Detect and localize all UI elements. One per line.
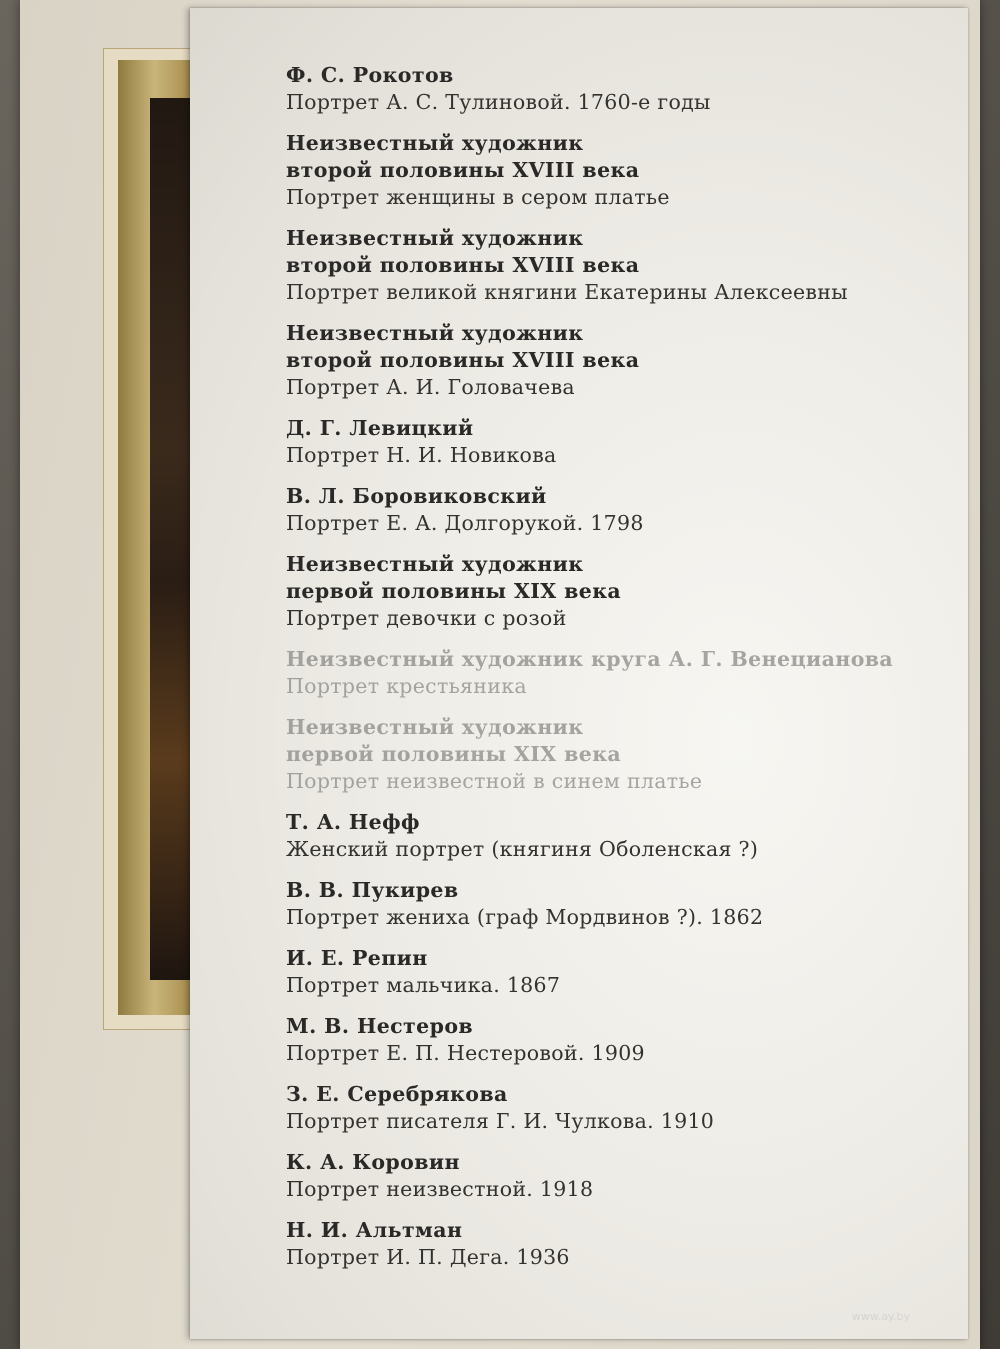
artist-name: Неизвестный художник xyxy=(286,321,584,345)
list-item xyxy=(286,1149,946,1203)
artwork-title: Портрет женщины в сером платье xyxy=(286,185,670,209)
list-item xyxy=(286,1217,946,1271)
list-item xyxy=(286,1081,946,1135)
artist-name: Д. Г. Левицкий xyxy=(286,416,474,440)
artwork-title: Портрет Н. И. Новикова xyxy=(286,443,557,467)
artwork-list xyxy=(286,62,946,1285)
artist-name: Неизвестный художник xyxy=(286,715,584,739)
list-item xyxy=(286,130,946,211)
artist-name: Н. И. Альтман xyxy=(286,1218,463,1242)
contents-card xyxy=(190,8,968,1339)
artwork-title: Портрет А. С. Тулиновой. 1760-е годы xyxy=(286,90,711,114)
artist-name: В. В. Пукирев xyxy=(286,878,459,902)
artwork-title: Портрет великой княгини Екатерины Алексеевны xyxy=(286,280,848,304)
artwork-title: Портрет А. И. Головачева xyxy=(286,375,575,399)
watermark: www.ay.by xyxy=(851,1310,910,1323)
list-item xyxy=(286,809,946,863)
list-item xyxy=(286,945,946,999)
artist-name: К. А. Коровин xyxy=(286,1150,460,1174)
artwork-title: Портрет неизвестной. 1918 xyxy=(286,1177,594,1201)
artist-name: второй половины XVIII века xyxy=(286,158,640,182)
artist-name: первой половины XIX века xyxy=(286,742,622,766)
artist-name: Неизвестный художник xyxy=(286,131,584,155)
artwork-title: Портрет мальчика. 1867 xyxy=(286,973,561,997)
list-item xyxy=(286,551,946,632)
list-item xyxy=(286,415,946,469)
list-item xyxy=(286,877,946,931)
list-item xyxy=(286,225,946,306)
artwork-title: Портрет крестьяника xyxy=(286,674,527,698)
artist-name: Неизвестный художник xyxy=(286,226,584,250)
list-item xyxy=(286,320,946,401)
artwork-title: Портрет И. П. Дега. 1936 xyxy=(286,1245,570,1269)
artist-name: Неизвестный художник xyxy=(286,552,584,576)
artwork-title: Портрет жениха (граф Мордвинов ?). 1862 xyxy=(286,905,764,929)
list-item xyxy=(286,714,946,795)
artwork-title: Портрет писателя Г. И. Чулкова. 1910 xyxy=(286,1109,715,1133)
artist-name: первой половины XIX века xyxy=(286,579,622,603)
list-item xyxy=(286,62,946,116)
artwork-title: Портрет девочки с розой xyxy=(286,606,567,630)
artist-name: З. Е. Серебрякова xyxy=(286,1082,508,1106)
artwork-title: Портрет Е. П. Нестеровой. 1909 xyxy=(286,1041,645,1065)
artist-name: второй половины XVIII века xyxy=(286,348,640,372)
list-item xyxy=(286,483,946,537)
artist-name: М. В. Нестеров xyxy=(286,1014,474,1038)
artwork-title: Женский портрет (княгиня Оболенская ?) xyxy=(286,837,759,861)
list-item xyxy=(286,1013,946,1067)
artist-name: второй половины XVIII века xyxy=(286,253,640,277)
list-item xyxy=(286,646,946,700)
artist-name: Ф. С. Рокотов xyxy=(286,63,454,87)
artist-name: И. Е. Репин xyxy=(286,946,428,970)
artist-name: Неизвестный художник круга А. Г. Венецианова xyxy=(286,647,894,671)
artwork-title: Портрет неизвестной в синем платье xyxy=(286,769,703,793)
artwork-title: Портрет Е. А. Долгорукой. 1798 xyxy=(286,511,644,535)
artist-name: Т. А. Нефф xyxy=(286,810,420,834)
artist-name: В. Л. Боровиковский xyxy=(286,484,547,508)
